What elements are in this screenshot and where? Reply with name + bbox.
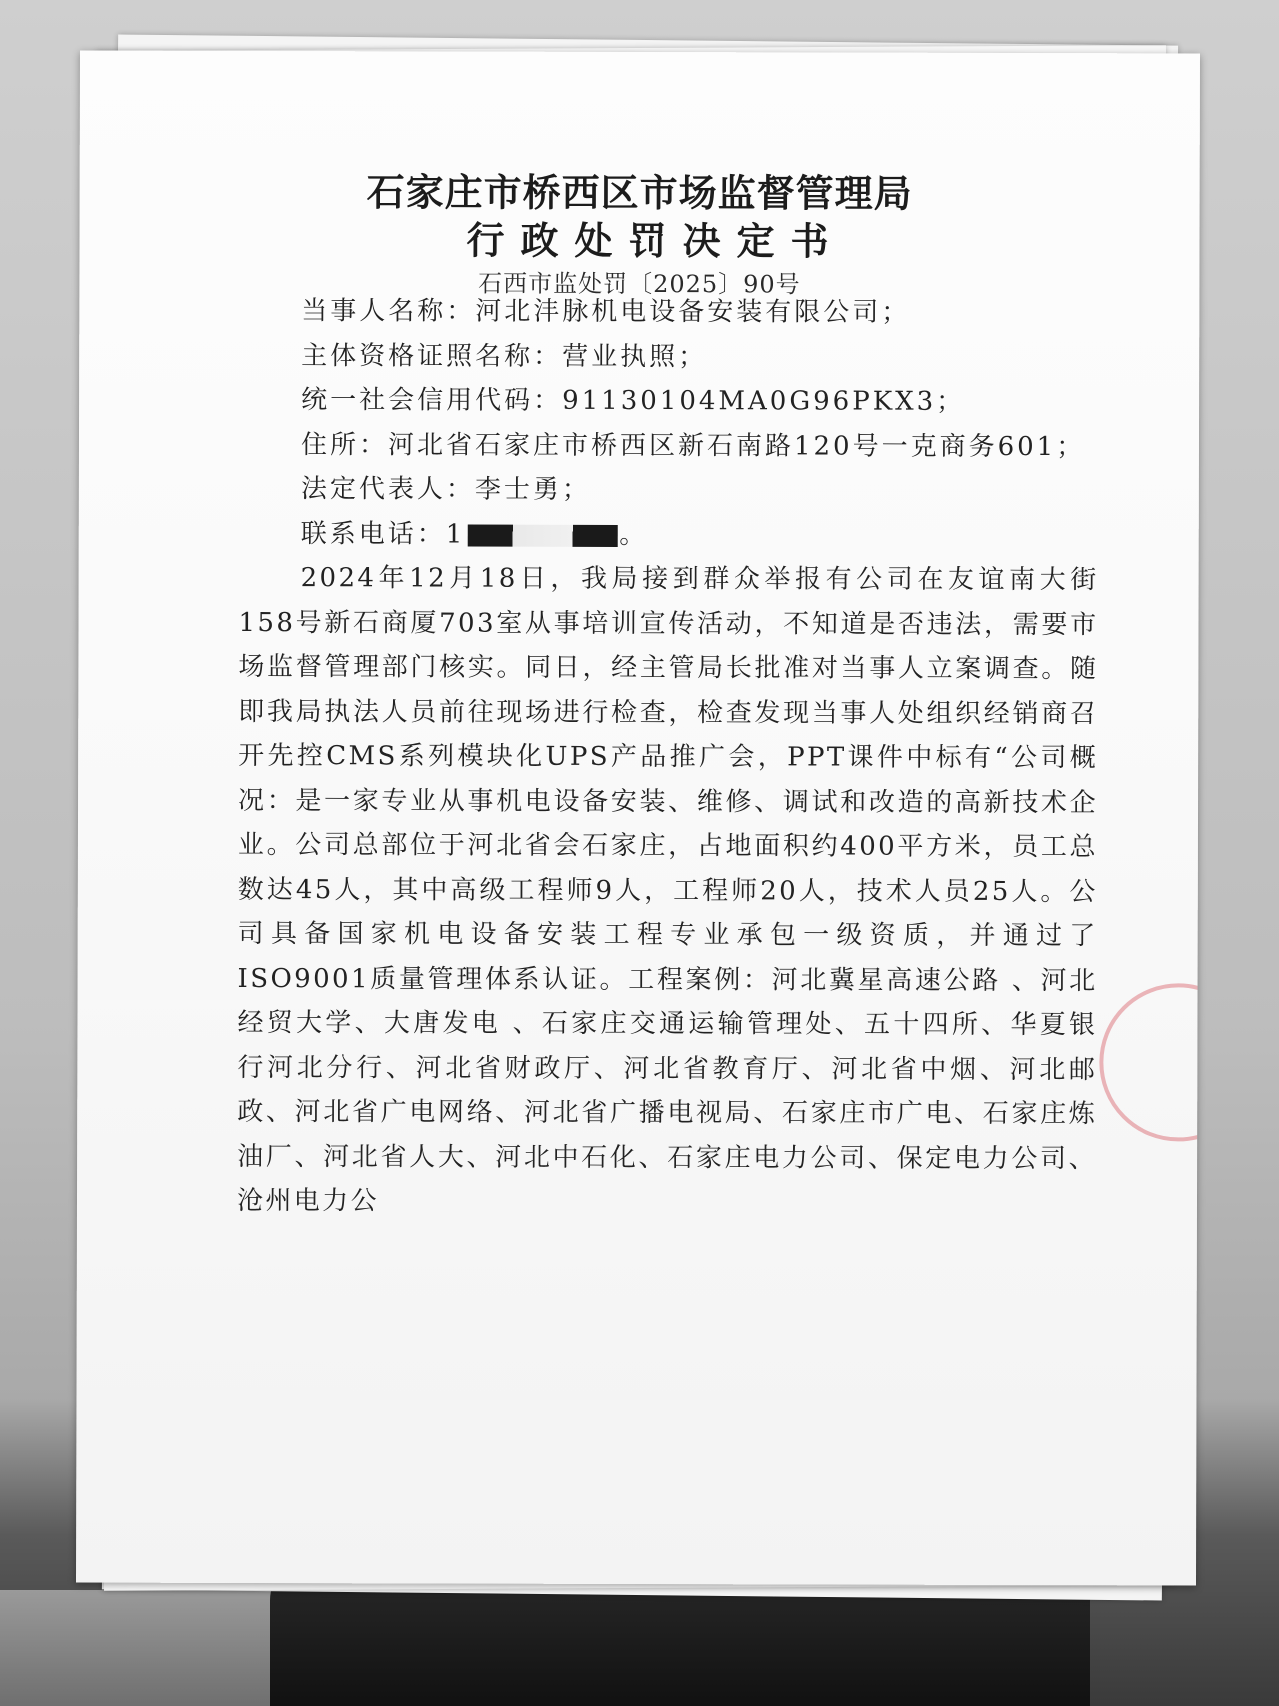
- phone-label: 联系电话：1: [300, 518, 466, 550]
- phone-redaction: [467, 524, 617, 546]
- phone-line: [239, 511, 1099, 558]
- organization-title: 石家庄市桥西区市场监督管理局: [366, 170, 913, 216]
- credit-code-line: 统一社会信用代码：91130104MA0G96PKX3；: [301, 385, 966, 417]
- document-title: 行政处罚决定书: [466, 218, 845, 264]
- official-seal-fragment: [1099, 983, 1200, 1141]
- license-name-line: 主体资格证照名称：营业执照；: [301, 340, 708, 372]
- document-page: [76, 51, 1200, 1586]
- party-name-line: 当事人名称：河北沣脉机电设备安装有限公司；: [301, 296, 911, 328]
- background-surface: [0, 1590, 300, 1706]
- document-number: 石西市监处罚〔2025〕90号: [478, 269, 801, 299]
- address-line: 住所：河北省石家庄市桥西区新石南路120号一克商务601；: [300, 429, 1086, 462]
- legal-representative-line: 法定代表人：李士勇；: [300, 474, 591, 505]
- case-facts-paragraph: 2024年12月18日，我局接到群众举报有公司在友谊南大街158号新石商厦703室从事培训宣传活动，不知道是否违法，需要市场监督管理部门核实。同日，经主管局长批准对当事人立案调查。随即我局执法人员前往现场进行检查，检查发现当事人处组织经销商召开先控CMS系列模块化UPS产品推广会，PPT课件中标有“公司概况：是一家专业从事机电设备安装、维修、调试和改造的高新技术企业。公司总部位于河北省会石家庄，占地面积约400平方米，员工总数达45人，其中高级工程师9人，工程师20人，技术人员25人。公司具备国家机电设备安装工程专业承包一级资质，并通过了ISO9001质量管理体系认证。工程案例：河北冀星高速公路 、河北经贸大学、大唐发电 、石家庄交通运输管理处、五十四所、华夏银行河北分行、河北省财政厅、河北省教育厅、河北省中烟、河北邮政、河北省广电网络、河北省广播电视局、石家庄市广电、石家庄炼油厂、河北省人大、河北中石化、石家庄电力公司、保定电力公司、沧州电力公: [236, 563, 1099, 1217]
- phone-suffix: 。: [619, 519, 649, 550]
- document-body: [237, 289, 1099, 1226]
